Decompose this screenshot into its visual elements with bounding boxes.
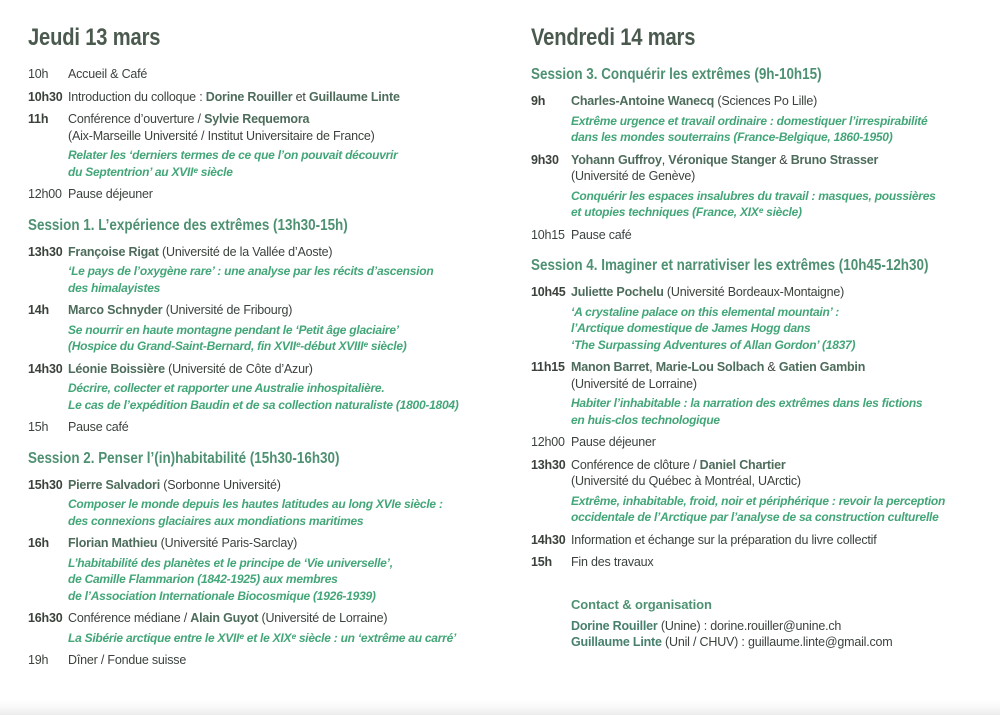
entry-line bbox=[68, 361, 500, 378]
entry-time: 9h bbox=[531, 94, 546, 108]
schedule-entry bbox=[531, 284, 993, 353]
schedule-entry bbox=[531, 434, 993, 451]
entry-time: 16h30 bbox=[28, 611, 63, 625]
text-segment: & bbox=[764, 360, 779, 374]
schedule-entry bbox=[531, 227, 993, 244]
session-heading: Session 3. Conquérir les extrêmes (9h-10h15) bbox=[531, 66, 822, 83]
entry-time: 15h bbox=[531, 555, 552, 569]
entry-content bbox=[68, 652, 500, 669]
contact-name: Guillaume Linte bbox=[571, 635, 662, 649]
text-segment: (Unine) : dorine.rouiller@unine.ch bbox=[657, 618, 842, 633]
speaker-name: Yohann Guffroy bbox=[571, 152, 662, 167]
entry-content bbox=[68, 66, 500, 83]
entry-line bbox=[571, 152, 993, 169]
text-segment: , bbox=[661, 152, 669, 167]
entry-content bbox=[68, 535, 500, 604]
entry-content bbox=[571, 152, 993, 221]
speaker-name: Marie-Lou Solbach bbox=[655, 360, 765, 374]
page-edge bbox=[0, 700, 1000, 715]
text-segment: (Sorbonne Université) bbox=[160, 477, 281, 492]
column-thursday bbox=[28, 24, 500, 675]
abstract-line: ‘The Surpassing Adventures of Allan Gordon’ (1837) bbox=[571, 337, 856, 352]
speaker-name: Alain Guyot bbox=[190, 611, 259, 625]
text-segment: Conférence de clôture / bbox=[571, 457, 700, 472]
talk-abstract bbox=[571, 395, 993, 428]
schedule-entry bbox=[28, 361, 500, 414]
text-segment: (Université de Lorraine) bbox=[258, 611, 388, 625]
abstract-line: de l’Association Internationale Biocosmique (1926-1939) bbox=[68, 588, 376, 603]
schedule-entry bbox=[531, 457, 993, 526]
contact-block bbox=[531, 597, 993, 651]
abstract-line: Le cas de l’expédition Baudin et de sa collection naturaliste (1800-1804) bbox=[68, 397, 459, 412]
entry-line bbox=[571, 227, 993, 244]
entry-time: 13h30 bbox=[531, 457, 566, 472]
entry-line bbox=[571, 359, 993, 376]
text-segment: Conférence médiane / bbox=[68, 611, 191, 625]
entry-content bbox=[68, 419, 500, 436]
talk-abstract bbox=[571, 304, 993, 354]
schedule-entry bbox=[531, 532, 993, 549]
text-segment: Accueil & Café bbox=[68, 67, 148, 81]
contact-line bbox=[571, 634, 993, 651]
abstract-line: La Sibérie arctique entre le XVIIᵉ et le XIXᵉ siècle : un ‘extrême au carré’ bbox=[68, 630, 457, 645]
text-segment: Dîner / Fondue suisse bbox=[68, 653, 187, 667]
schedule-entry bbox=[531, 93, 993, 146]
day-title: Jeudi 13 mars bbox=[28, 24, 161, 51]
speaker-name: Françoise Rigat bbox=[68, 244, 159, 259]
text-segment: Fin des travaux bbox=[571, 555, 654, 569]
contact-line bbox=[571, 618, 993, 635]
schedule-entry bbox=[28, 302, 500, 355]
entry-time: 11h15 bbox=[531, 360, 565, 374]
abstract-line: L’habitabilité des planètes et le principe de ‘Vie universelle’, bbox=[68, 555, 393, 570]
entry-line bbox=[68, 477, 500, 494]
abstract-line: Extrême, inhabitable, froid, noir et périphérique : revoir la perception bbox=[571, 493, 946, 508]
text-segment: (Sciences Po Lille) bbox=[714, 94, 818, 108]
text-segment: (Aix-Marseille Université / Institut Universitaire de France) bbox=[68, 128, 375, 143]
entry-content bbox=[68, 111, 500, 180]
talk-abstract bbox=[571, 188, 993, 221]
entry-content bbox=[571, 457, 993, 526]
entry-line bbox=[571, 532, 993, 549]
abstract-line: occidentale de l’Arctique par l’analyse de sa construction culturelle bbox=[571, 510, 939, 524]
talk-abstract bbox=[68, 263, 500, 296]
entry-content bbox=[571, 359, 993, 428]
day-title: Vendredi 14 mars bbox=[531, 24, 696, 51]
contact-name: Dorine Rouiller bbox=[571, 618, 658, 633]
entry-line bbox=[571, 434, 993, 451]
text-segment: (Université de la Vallée d’Aoste) bbox=[158, 244, 333, 259]
schedule-entry bbox=[28, 535, 500, 604]
text-segment: , bbox=[649, 360, 656, 374]
session-heading: Session 2. Penser l’(in)habitabilité (15h30-16h30) bbox=[28, 449, 340, 467]
entry-content bbox=[68, 244, 500, 297]
abstract-line: dans les mondes souterrains (France-Belgique, 1860-1950) bbox=[571, 130, 893, 144]
abstract-line: Décrire, collecter et rapporter une Australie inhospitalière. bbox=[68, 381, 385, 395]
text-segment: (Université de Genève) bbox=[571, 169, 696, 183]
abstract-line: l’Arctique domestique de James Hogg dans bbox=[571, 321, 811, 335]
text-segment: (Université de Lorraine) bbox=[571, 376, 697, 391]
abstract-line: Habiter l’inhabitable : la narration des extrêmes dans les fictions bbox=[571, 396, 923, 410]
abstract-line: et utopies techniques (France, XIXᵉ siècle) bbox=[571, 205, 802, 219]
entry-time: 11h bbox=[28, 112, 49, 126]
talk-abstract bbox=[68, 496, 500, 529]
speaker-name: Daniel Chartier bbox=[699, 457, 786, 472]
entry-time: 10h45 bbox=[531, 285, 566, 299]
entry-content bbox=[571, 434, 993, 451]
speaker-name: Bruno Strasser bbox=[790, 152, 879, 167]
entry-content bbox=[68, 89, 500, 106]
abstract-line: du Septentrion’ au XVIIᵉ siècle bbox=[68, 164, 233, 179]
talk-abstract bbox=[571, 493, 993, 526]
text-segment: (Université de Fribourg) bbox=[162, 303, 293, 317]
text-segment: Pause déjeuner bbox=[571, 435, 656, 449]
entry-time: 14h bbox=[28, 303, 49, 317]
speaker-name: Véronique Stanger bbox=[668, 152, 776, 167]
entry-content bbox=[68, 302, 500, 355]
speaker-name: Pierre Salvadori bbox=[68, 477, 160, 492]
abstract-line: en huis-clos technologique bbox=[571, 412, 720, 427]
text-segment: Conférence d’ouverture / bbox=[68, 112, 205, 126]
abstract-line: ‘A crystaline palace on this elemental mountain’ : bbox=[571, 304, 840, 319]
entry-content bbox=[571, 532, 993, 549]
abstract-line: des connexions glaciaires aux mondiations maritimes bbox=[68, 513, 364, 528]
schedule-entry bbox=[28, 111, 500, 180]
abstract-line: de Camille Flammarion (1842-1925) aux membres bbox=[68, 572, 338, 586]
talk-abstract bbox=[68, 555, 500, 605]
entry-line bbox=[68, 89, 500, 106]
entry-line bbox=[571, 554, 993, 571]
talk-abstract bbox=[68, 380, 500, 413]
entry-line bbox=[68, 419, 500, 436]
schedule-entry bbox=[28, 419, 500, 436]
text-segment: Introduction du colloque : bbox=[68, 89, 206, 104]
schedule-entry bbox=[28, 477, 500, 530]
abstract-line: ‘Le pays de l’oxygène rare’ : une analyse par les récits d’ascension bbox=[68, 264, 434, 278]
abstract-line: Composer le monde depuis les hautes latitudes au long XVIe siècle : bbox=[68, 497, 443, 511]
entry-time: 10h bbox=[28, 67, 49, 81]
text-segment: (Université Bordeaux-Montaigne) bbox=[663, 285, 845, 299]
text-segment: Pause café bbox=[571, 227, 632, 242]
entry-time: 19h bbox=[28, 653, 49, 667]
session-heading: Session 1. L’expérience des extrêmes (13h30-15h) bbox=[28, 216, 348, 234]
schedule-entry bbox=[531, 152, 993, 221]
text-segment: Pause déjeuner bbox=[68, 187, 153, 201]
speaker-name: Sylvie Requemora bbox=[204, 112, 310, 126]
entry-line bbox=[68, 610, 500, 627]
schedule-entry bbox=[28, 610, 500, 646]
entry-line bbox=[68, 652, 500, 669]
entry-content bbox=[68, 477, 500, 530]
entry-line bbox=[68, 535, 500, 552]
speaker-name: Gatien Gambin bbox=[778, 360, 866, 374]
schedule-entry bbox=[28, 244, 500, 297]
speaker-name: Marco Schnyder bbox=[68, 303, 163, 317]
entry-time: 16h bbox=[28, 536, 49, 550]
talk-abstract bbox=[68, 322, 500, 355]
entry-line bbox=[571, 457, 993, 474]
session-heading: Session 4. Imaginer et narrativiser les extrêmes (10h45-12h30) bbox=[531, 257, 929, 274]
abstract-line: Relater les ‘derniers termes de ce que l’on pouvait découvrir bbox=[68, 148, 398, 162]
text-segment: Pause café bbox=[68, 420, 129, 434]
entry-line bbox=[571, 284, 993, 301]
schedule-entry bbox=[28, 186, 500, 203]
abstract-line: des himalayistes bbox=[68, 280, 161, 295]
entry-content bbox=[571, 284, 993, 353]
entry-time: 12h00 bbox=[531, 435, 565, 449]
text-segment: & bbox=[776, 152, 791, 167]
abstract-line: Conquérir les espaces insalubres du travail : masques, poussières bbox=[571, 188, 936, 203]
schedule-entry bbox=[531, 554, 993, 571]
text-segment: (Université de Côte d’Azur) bbox=[164, 361, 313, 376]
entry-line bbox=[68, 111, 500, 128]
column-friday bbox=[531, 24, 993, 651]
abstract-line: Extrême urgence et travail ordinaire : domestiquer l’irrespirabilité bbox=[571, 113, 928, 128]
entry-time: 10h15 bbox=[531, 227, 565, 242]
speaker-name: Manon Barret bbox=[571, 360, 650, 374]
abstract-line: (Hospice du Grand-Saint-Bernard, fin XVIIᵉ-début XVIIIᵉ siècle) bbox=[68, 339, 407, 353]
entry-content bbox=[68, 186, 500, 203]
text-segment: Information et échange sur la préparation du livre collectif bbox=[571, 532, 877, 547]
entry-time: 10h30 bbox=[28, 89, 63, 104]
speaker-name: Guillaume Linte bbox=[308, 89, 400, 104]
entry-line bbox=[571, 473, 993, 490]
entry-time: 9h30 bbox=[531, 152, 559, 167]
talk-abstract bbox=[68, 630, 500, 647]
speaker-name: Florian Mathieu bbox=[68, 536, 158, 550]
entry-line bbox=[571, 93, 993, 110]
text-segment: (Université Paris-Sarclay) bbox=[157, 536, 298, 550]
entry-line bbox=[68, 302, 500, 319]
entry-line bbox=[571, 168, 993, 185]
talk-abstract bbox=[571, 113, 993, 146]
entry-time: 14h30 bbox=[531, 532, 566, 547]
text-segment: et bbox=[292, 89, 309, 104]
entry-content bbox=[571, 93, 993, 146]
entry-time: 14h30 bbox=[28, 361, 63, 376]
speaker-name: Dorine Rouiller bbox=[205, 89, 293, 104]
speaker-name: Juliette Pochelu bbox=[571, 285, 664, 299]
entry-line bbox=[68, 186, 500, 203]
entry-content bbox=[571, 227, 993, 244]
speaker-name: Charles-Antoine Wanecq bbox=[571, 94, 715, 108]
entry-line bbox=[68, 128, 500, 145]
schedule-entry bbox=[28, 89, 500, 106]
text-segment: (Université du Québec à Montréal, UArctic) bbox=[571, 474, 801, 488]
entry-line bbox=[68, 66, 500, 83]
talk-abstract bbox=[68, 147, 500, 180]
schedule-entry bbox=[28, 652, 500, 669]
entry-line bbox=[571, 376, 993, 393]
entry-time: 13h30 bbox=[28, 244, 63, 259]
entry-content bbox=[571, 554, 993, 571]
abstract-line: Se nourrir en haute montagne pendant le ‘Petit âge glaciaire’ bbox=[68, 322, 399, 337]
entry-content bbox=[68, 361, 500, 414]
speaker-name: Léonie Boissière bbox=[68, 361, 165, 376]
schedule-entry bbox=[531, 359, 993, 428]
text-segment: (Unil / CHUV) : guillaume.linte@gmail.com bbox=[661, 635, 893, 649]
schedule-entry bbox=[28, 66, 500, 83]
entry-line bbox=[68, 244, 500, 261]
entry-content bbox=[68, 610, 500, 646]
entry-time: 15h30 bbox=[28, 477, 63, 492]
entry-time: 12h00 bbox=[28, 187, 62, 201]
entry-time: 15h bbox=[28, 420, 49, 434]
contact-heading: Contact & organisation bbox=[571, 596, 712, 612]
